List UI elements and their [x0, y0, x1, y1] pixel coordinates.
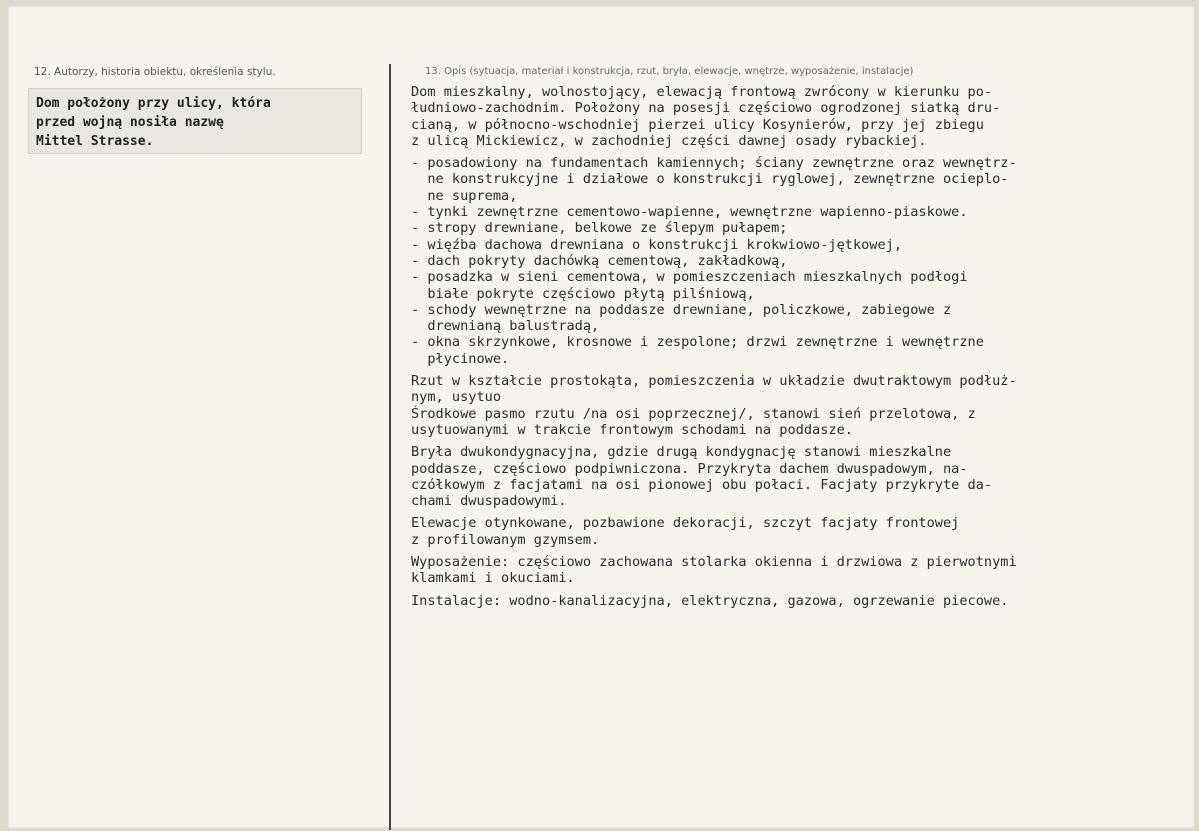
history-text: [36, 94, 356, 151]
description-paragraph: [411, 554, 1171, 587]
description-line: białe pokryte częściowo płytą pilśniową,: [411, 285, 755, 302]
description-line: - więźba dachowa drewniana o konstrukcji krokwiowo-jętkowej,: [411, 236, 903, 253]
description-paragraph: [411, 515, 1171, 548]
description-line: chami dwuspadowymi.: [411, 493, 567, 510]
description-line: klamkami i okuciami.: [411, 570, 575, 587]
description-line: - dach pokryty dachówką cementową, zakładkową,: [411, 252, 788, 269]
description-line: nym, usytuo: [411, 389, 502, 406]
history-line: Mittel Strasse.: [36, 134, 154, 149]
description-line: - tynki zewnętrzne cementowo-wapienne, wewnętrzne wapienno-piaskowe.: [411, 204, 968, 221]
description-line: łudniowo-zachodnim. Położony na posesji częściowo ogrodzonej siatką dru-: [411, 100, 1001, 117]
description-line: Rzut w kształcie prostokąta, pomieszczenia w układzie dwutraktowym podłuż-: [411, 373, 1017, 390]
description-line: Środkowe pasmo rzutu /na osi poprzecznej/, stanowi sień przelotowa, z: [411, 405, 976, 422]
description-line: Bryła dwukondygnacyjna, gdzie drugą kondygnację stanowi mieszkalne: [411, 444, 952, 461]
history-line: Dom położony przy ulicy, która: [36, 96, 271, 111]
description-line: cianą, w północno-wschodniej pierzei ulicy Kosynierów, przy jej zbiegu: [411, 116, 984, 133]
history-line: przed wojną nosiła nazwę: [36, 115, 224, 130]
description-line: - okna skrzynkowe, krosnowe i zespolone; drzwi zewnętrzne i wewnętrzne: [411, 334, 984, 351]
section-13-header: 13. Opis (sytuacja, materiał i konstrukcja, rzut, bryła, elewacje, wnętrze, wyposażenie, instalacje): [425, 66, 914, 77]
description-line: ne konstrukcyjne i działowe o konstrukcji ryglowej, zewnętrzne ocieplo-: [411, 171, 1009, 188]
description-line: płycinowe.: [411, 350, 510, 367]
description-paragraph: [411, 84, 1171, 149]
description-line: Wyposażenie: częściowo zachowana stolarka okienna i drzwiowa z pierwotnymi: [411, 554, 1017, 571]
description-paragraph: [411, 444, 1171, 509]
section-12-header: 12. Autorzy, historia obiektu, określenia stylu.: [34, 66, 276, 78]
description-line: Dom mieszkalny, wolnostojący, elewacją frontową zwrócony w kierunku po-: [411, 84, 993, 100]
description-line: drewnianą balustradą,: [411, 318, 600, 335]
description-line: Instalacje: wodno-kanalizacyjna, elektryczna, gazowa, ogrzewanie piecowe.: [411, 592, 1009, 609]
description-paragraph: [411, 373, 1171, 438]
description-line: ne suprema,: [411, 187, 518, 204]
description-line: Elewacje otynkowane, pozbawione dekoracji, szczyt facjaty frontowej: [411, 515, 960, 532]
description-line: z profilowanym gzymsem.: [411, 531, 600, 548]
description-paragraph: [411, 155, 1171, 367]
description-line: - stropy drewniane, belkowe ze ślepym pułapem;: [411, 220, 788, 237]
description-line: usytuowanymi w trakcie frontowym schodami na poddasze.: [411, 421, 853, 438]
description-line: - posadowiony na fundamentach kamiennych; ściany zewnętrzne oraz wewnętrz-: [411, 155, 1017, 172]
description-line: - schody wewnętrzne na poddasze drewniane, policzkowe, zabiegowe z: [411, 301, 952, 318]
description-line: - posadzka w sieni cementowa, w pomieszczeniach mieszkalnych podłogi: [411, 269, 968, 286]
description-line: z ulicą Mickiewicz, w zachodniej części dawnej osady rybackiej.: [411, 132, 927, 149]
column-divider: [389, 64, 391, 830]
description-line: poddasze, częściowo podpiwniczona. Przykryta dachem dwuspadowym, na-: [411, 460, 968, 477]
description-line: czółkowym z facjatami na osi pionowej obu połaci. Facjaty przykryte da-: [411, 476, 993, 493]
description-text: [411, 84, 1171, 609]
description-paragraph: [411, 593, 1171, 609]
